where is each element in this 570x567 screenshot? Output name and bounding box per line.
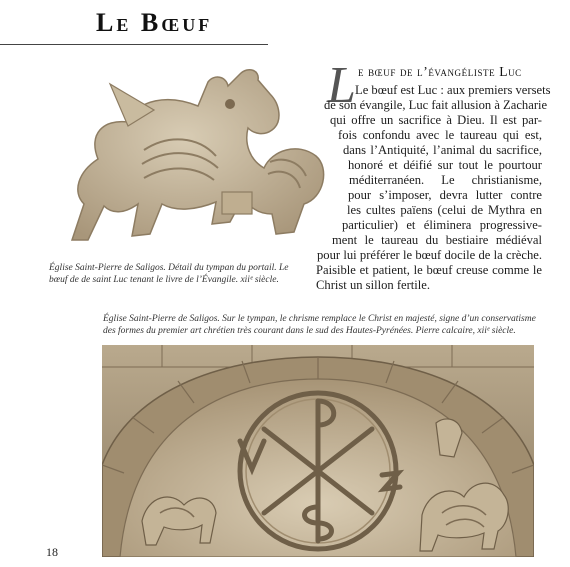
title-underline <box>0 44 268 45</box>
page-number: 18 <box>46 545 58 559</box>
body-text-line: honoré et déifié sur tout le pourtour <box>348 158 542 172</box>
body-text-line: Christ un sillon fertile. <box>316 278 431 292</box>
ox-image-caption: Église Saint-Pierre de Saligos. Détail du tympan du portail. Le bœuf de de saint Luc tenant le livre de l’Évangile. xiiᵉ siècle. <box>49 263 289 285</box>
ox-carving-image <box>58 64 336 250</box>
body-text-line: méditerranéen. Le christianisme, <box>349 173 542 187</box>
drop-cap: L <box>327 57 356 114</box>
body-text-line: particulier) et éliminera progressive- <box>342 218 542 232</box>
body-text-line: de son évangile, Luc fait allusion à Zacharie <box>324 98 548 112</box>
body-text-line: Le bœuf est Luc : aux premiers versets <box>355 83 551 97</box>
body-text-line: les cultes païens (celui de Mythra en <box>347 203 542 217</box>
tympanum-caption: Église Saint-Pierre de Saligos. Sur le tympan, le chrisme remplace le Christ en majesté, signe d’un conservatisme des formes du premier art chrétien très courant dans le sud des Hautes-Pyrénées. Pierre calcaire, xiiᵉ siècle. <box>103 314 536 336</box>
body-text-line: qui offre un sacrifice à Dieu. Il est par- <box>330 113 542 127</box>
body-text-line: dans l’Antiquité, l’animal du sacrifice, <box>343 143 542 157</box>
body-text-line: ment le taureau du bestiaire médiéval <box>332 233 542 247</box>
body-text-line: fois confondu avec le taureau qui est, <box>338 128 542 142</box>
page-title: Le Bœuf <box>96 8 213 37</box>
body-text-line: pour s’imposer, devra lutter contre <box>348 188 542 202</box>
article-heading: e bœuf de l’évangéliste Luc <box>358 64 522 79</box>
body-text-line: pour lui préférer le bœuf docile de la crèche. <box>317 248 542 262</box>
tympanum-photo <box>102 345 534 557</box>
body-text-line: Paisible et patient, le bœuf creuse comme le <box>316 263 542 277</box>
